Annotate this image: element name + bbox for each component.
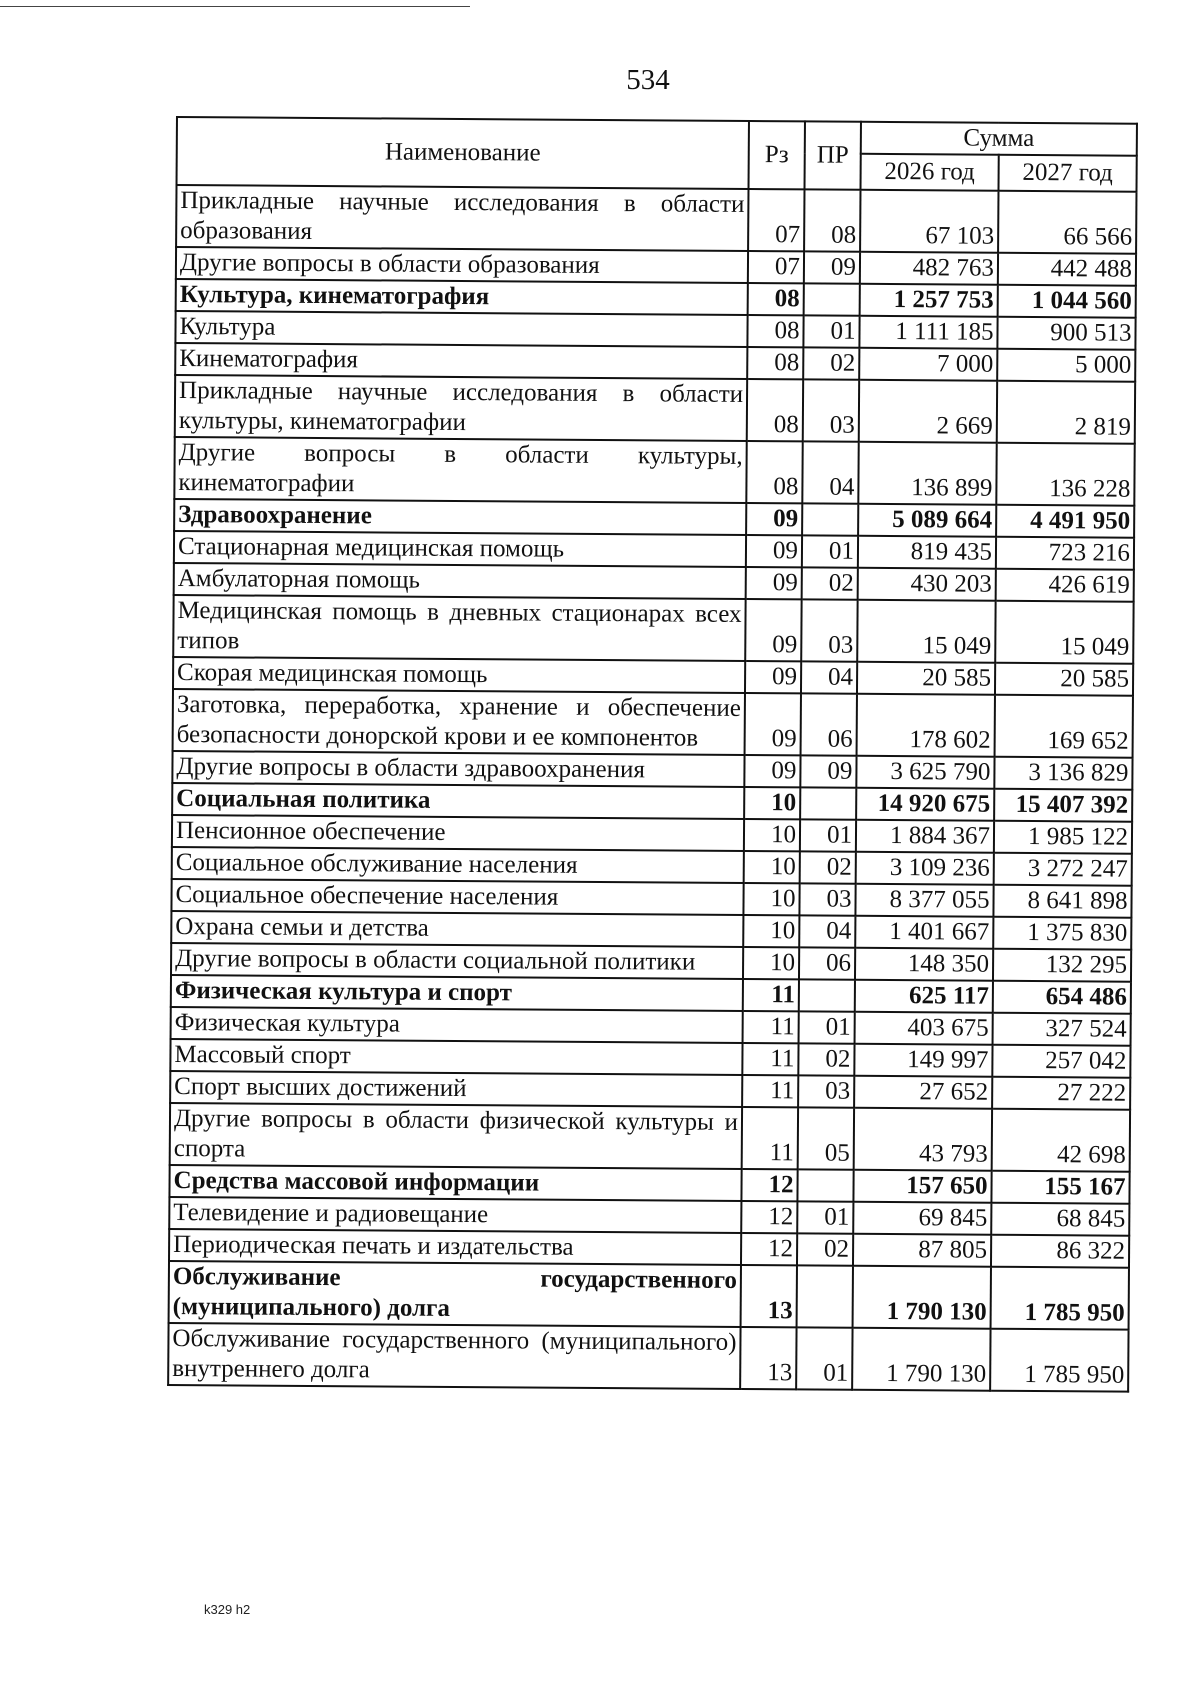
row-pr bbox=[797, 1169, 853, 1201]
row-amount-2026: 1 790 130 bbox=[853, 1266, 991, 1329]
row-amount-2027: 327 524 bbox=[993, 1013, 1131, 1046]
row-amount-2027: 15 407 392 bbox=[994, 789, 1132, 822]
row-name: Амбулаторная помощь bbox=[174, 563, 746, 599]
row-amount-2027: 132 295 bbox=[993, 949, 1131, 982]
row-amount-2027: 1 375 830 bbox=[993, 917, 1131, 950]
row-name: Физическая культура bbox=[171, 1007, 743, 1043]
table-body bbox=[168, 185, 1136, 1392]
row-amount-2026: 43 793 bbox=[854, 1108, 992, 1171]
row-name: Другие вопросы в области здравоохранения bbox=[172, 751, 744, 787]
row-name: Средства массовой информации bbox=[169, 1165, 741, 1201]
row-amount-2026: 69 845 bbox=[853, 1202, 991, 1235]
row-amount-2027: 136 228 bbox=[996, 443, 1134, 506]
row-name: Массовый спорт bbox=[170, 1039, 742, 1075]
row-amount-2027: 1 985 122 bbox=[994, 821, 1132, 854]
row-amount-2026: 1 884 367 bbox=[856, 820, 994, 853]
row-rz: 10 bbox=[743, 947, 799, 979]
row-pr: 02 bbox=[797, 1233, 853, 1265]
table-row bbox=[175, 375, 1135, 444]
row-amount-2026: 2 669 bbox=[859, 380, 997, 443]
table-row bbox=[176, 185, 1136, 254]
row-amount-2026: 3 109 236 bbox=[856, 852, 994, 885]
row-rz: 10 bbox=[743, 915, 799, 947]
row-amount-2026: 67 103 bbox=[860, 190, 998, 253]
row-pr: 03 bbox=[801, 599, 857, 661]
header-sum: Сумма bbox=[861, 122, 1137, 156]
row-pr bbox=[802, 503, 858, 535]
row-amount-2026: 7 000 bbox=[859, 348, 997, 381]
row-rz: 12 bbox=[741, 1169, 797, 1201]
row-amount-2027: 66 566 bbox=[998, 191, 1136, 254]
row-name: Телевидение и радиовещание bbox=[169, 1197, 741, 1233]
row-name: Социальное обеспечение населения bbox=[171, 879, 743, 915]
row-name: Социальное обслуживание населения bbox=[172, 847, 744, 883]
budget-table-container bbox=[167, 116, 1136, 1393]
row-rz: 07 bbox=[748, 251, 804, 283]
header-name: Наименование bbox=[177, 117, 749, 189]
row-amount-2026: 87 805 bbox=[853, 1234, 991, 1267]
row-amount-2026: 136 899 bbox=[858, 442, 996, 505]
row-name: Другие вопросы в области физической культуры и спорта bbox=[170, 1103, 742, 1169]
row-rz: 12 bbox=[741, 1201, 797, 1233]
row-rz: 10 bbox=[744, 819, 800, 851]
row-pr: 01 bbox=[797, 1201, 853, 1233]
row-name: Прикладные научные исследования в области образования bbox=[176, 185, 748, 251]
row-rz: 10 bbox=[743, 883, 799, 915]
row-amount-2027: 257 042 bbox=[992, 1045, 1130, 1078]
row-rz: 13 bbox=[740, 1327, 796, 1389]
row-amount-2026: 1 111 185 bbox=[859, 316, 997, 349]
row-name: Кинематография bbox=[175, 343, 747, 379]
row-amount-2026: 20 585 bbox=[857, 662, 995, 695]
row-name: Культура, кинематография bbox=[176, 279, 748, 315]
row-rz: 11 bbox=[742, 1075, 798, 1107]
row-amount-2027: 20 585 bbox=[995, 663, 1133, 696]
row-pr: 03 bbox=[798, 1075, 854, 1107]
row-name: Периодическая печать и издательства bbox=[169, 1229, 741, 1265]
row-pr bbox=[800, 787, 856, 819]
row-rz: 08 bbox=[747, 347, 803, 379]
row-name: Скорая медицинская помощь bbox=[173, 657, 745, 693]
row-pr: 03 bbox=[799, 883, 855, 915]
row-amount-2026: 149 997 bbox=[854, 1044, 992, 1077]
row-pr: 02 bbox=[798, 1043, 854, 1075]
row-rz: 11 bbox=[742, 1043, 798, 1075]
row-amount-2026: 819 435 bbox=[858, 536, 996, 569]
row-name: Социальная политика bbox=[172, 783, 744, 819]
row-amount-2026: 157 650 bbox=[853, 1170, 991, 1203]
row-pr: 03 bbox=[803, 379, 859, 441]
row-pr: 04 bbox=[802, 441, 858, 503]
row-rz: 11 bbox=[743, 1011, 799, 1043]
row-name: Культура bbox=[175, 311, 747, 347]
row-pr: 04 bbox=[801, 661, 857, 693]
row-name: Обслуживание государственного (муниципального) долга bbox=[169, 1261, 741, 1327]
row-rz: 09 bbox=[746, 535, 802, 567]
row-amount-2026: 27 652 bbox=[854, 1076, 992, 1109]
row-rz: 08 bbox=[746, 441, 802, 503]
row-pr bbox=[804, 283, 860, 315]
row-name: Прикладные научные исследования в области культуры, кинематографии bbox=[175, 375, 747, 441]
row-rz: 09 bbox=[745, 661, 801, 693]
table-section-row bbox=[169, 1261, 1129, 1330]
table-row bbox=[170, 1103, 1130, 1172]
row-name: Заготовка, переработка, хранение и обеспечение безопасности донорской крови и ее компонентов bbox=[173, 689, 745, 755]
row-amount-2026: 178 602 bbox=[857, 694, 995, 757]
row-name: Здравоохранение bbox=[174, 499, 746, 535]
row-pr: 01 bbox=[802, 535, 858, 567]
row-amount-2027: 4 491 950 bbox=[996, 505, 1134, 538]
row-amount-2026: 1 401 667 bbox=[855, 916, 993, 949]
row-amount-2027: 27 222 bbox=[992, 1077, 1130, 1110]
row-pr: 06 bbox=[801, 693, 857, 755]
row-amount-2026: 403 675 bbox=[855, 1012, 993, 1045]
row-amount-2027: 1 785 950 bbox=[990, 1329, 1128, 1392]
row-name: Другие вопросы в области социальной политики bbox=[171, 943, 743, 979]
row-pr: 09 bbox=[800, 755, 856, 787]
row-name: Стационарная медицинская помощь bbox=[174, 531, 746, 567]
footer-code: k329 h2 bbox=[204, 1602, 251, 1617]
row-pr: 05 bbox=[798, 1107, 854, 1169]
row-amount-2027: 900 513 bbox=[997, 317, 1135, 350]
row-name: Пенсионное обеспечение bbox=[172, 815, 744, 851]
row-pr: 06 bbox=[799, 947, 855, 979]
row-rz: 09 bbox=[746, 567, 802, 599]
table-row bbox=[173, 689, 1133, 758]
row-amount-2027: 723 216 bbox=[996, 537, 1134, 570]
row-amount-2026: 14 920 675 bbox=[856, 788, 994, 821]
row-rz: 09 bbox=[746, 503, 802, 535]
row-amount-2027: 1 785 950 bbox=[991, 1267, 1129, 1330]
row-amount-2026: 625 117 bbox=[855, 980, 993, 1013]
row-amount-2026: 1 257 753 bbox=[860, 284, 998, 317]
row-rz: 08 bbox=[747, 315, 803, 347]
row-amount-2026: 148 350 bbox=[855, 948, 993, 981]
row-pr: 08 bbox=[804, 189, 860, 251]
header-year-2027: 2027 год bbox=[998, 155, 1136, 192]
row-name: Физическая культура и спорт bbox=[171, 975, 743, 1011]
row-name: Медицинская помощь в дневных стационарах всех типов bbox=[173, 595, 745, 661]
row-name: Другие вопросы в области культуры, кинематографии bbox=[174, 437, 746, 503]
row-rz: 07 bbox=[748, 189, 804, 251]
row-rz: 09 bbox=[745, 599, 801, 661]
row-amount-2027: 169 652 bbox=[995, 695, 1133, 758]
row-amount-2027: 442 488 bbox=[998, 253, 1136, 286]
row-amount-2027: 155 167 bbox=[991, 1171, 1129, 1204]
row-pr bbox=[797, 1265, 853, 1327]
header-year-2026: 2026 год bbox=[861, 154, 999, 191]
row-pr bbox=[799, 979, 855, 1011]
row-amount-2027: 3 136 829 bbox=[994, 757, 1132, 790]
row-amount-2027: 15 049 bbox=[995, 601, 1133, 664]
row-rz: 10 bbox=[744, 787, 800, 819]
row-rz: 13 bbox=[741, 1265, 797, 1327]
row-name: Обслуживание государственного (муниципального) внутреннего долга bbox=[168, 1323, 740, 1389]
row-amount-2027: 654 486 bbox=[993, 981, 1131, 1014]
header-rz: Рз bbox=[749, 121, 805, 189]
row-pr: 02 bbox=[802, 567, 858, 599]
row-pr: 01 bbox=[799, 1011, 855, 1043]
row-rz: 09 bbox=[745, 693, 801, 755]
page-number: 534 bbox=[626, 64, 670, 96]
row-rz: 11 bbox=[743, 979, 799, 1011]
row-rz: 10 bbox=[744, 851, 800, 883]
row-amount-2027: 1 044 560 bbox=[998, 285, 1136, 318]
table-row bbox=[173, 595, 1133, 664]
scan-top-edge-line bbox=[0, 6, 470, 7]
row-amount-2027: 42 698 bbox=[992, 1109, 1130, 1172]
row-amount-2026: 8 377 055 bbox=[855, 884, 993, 917]
row-rz: 09 bbox=[744, 755, 800, 787]
row-amount-2027: 8 641 898 bbox=[993, 885, 1131, 918]
row-amount-2026: 5 089 664 bbox=[858, 504, 996, 537]
table-row bbox=[168, 1323, 1128, 1392]
row-amount-2027: 5 000 bbox=[997, 349, 1135, 382]
row-amount-2027: 426 619 bbox=[996, 569, 1134, 602]
row-rz: 08 bbox=[747, 379, 803, 441]
row-name: Охрана семьи и детства bbox=[171, 911, 743, 947]
row-amount-2026: 482 763 bbox=[860, 252, 998, 285]
row-name: Спорт высших достижений bbox=[170, 1071, 742, 1107]
row-pr: 02 bbox=[803, 347, 859, 379]
row-rz: 11 bbox=[742, 1107, 798, 1169]
table-row bbox=[174, 437, 1134, 506]
row-pr: 01 bbox=[796, 1327, 852, 1389]
row-amount-2027: 68 845 bbox=[991, 1203, 1129, 1236]
row-pr: 02 bbox=[800, 851, 856, 883]
row-amount-2027: 2 819 bbox=[997, 381, 1135, 444]
row-amount-2027: 3 272 247 bbox=[994, 853, 1132, 886]
header-pr: ПР bbox=[805, 121, 861, 189]
row-pr: 01 bbox=[800, 819, 856, 851]
budget-table bbox=[167, 116, 1138, 1393]
table-header bbox=[177, 117, 1137, 192]
row-amount-2027: 86 322 bbox=[991, 1235, 1129, 1268]
row-rz: 12 bbox=[741, 1233, 797, 1265]
row-amount-2026: 1 790 130 bbox=[852, 1328, 990, 1391]
row-amount-2026: 430 203 bbox=[858, 568, 996, 601]
row-pr: 01 bbox=[803, 315, 859, 347]
row-name: Другие вопросы в области образования bbox=[176, 247, 748, 283]
row-rz: 08 bbox=[748, 283, 804, 315]
row-pr: 09 bbox=[804, 251, 860, 283]
row-pr: 04 bbox=[799, 915, 855, 947]
row-amount-2026: 3 625 790 bbox=[856, 756, 994, 789]
row-amount-2026: 15 049 bbox=[857, 600, 995, 663]
